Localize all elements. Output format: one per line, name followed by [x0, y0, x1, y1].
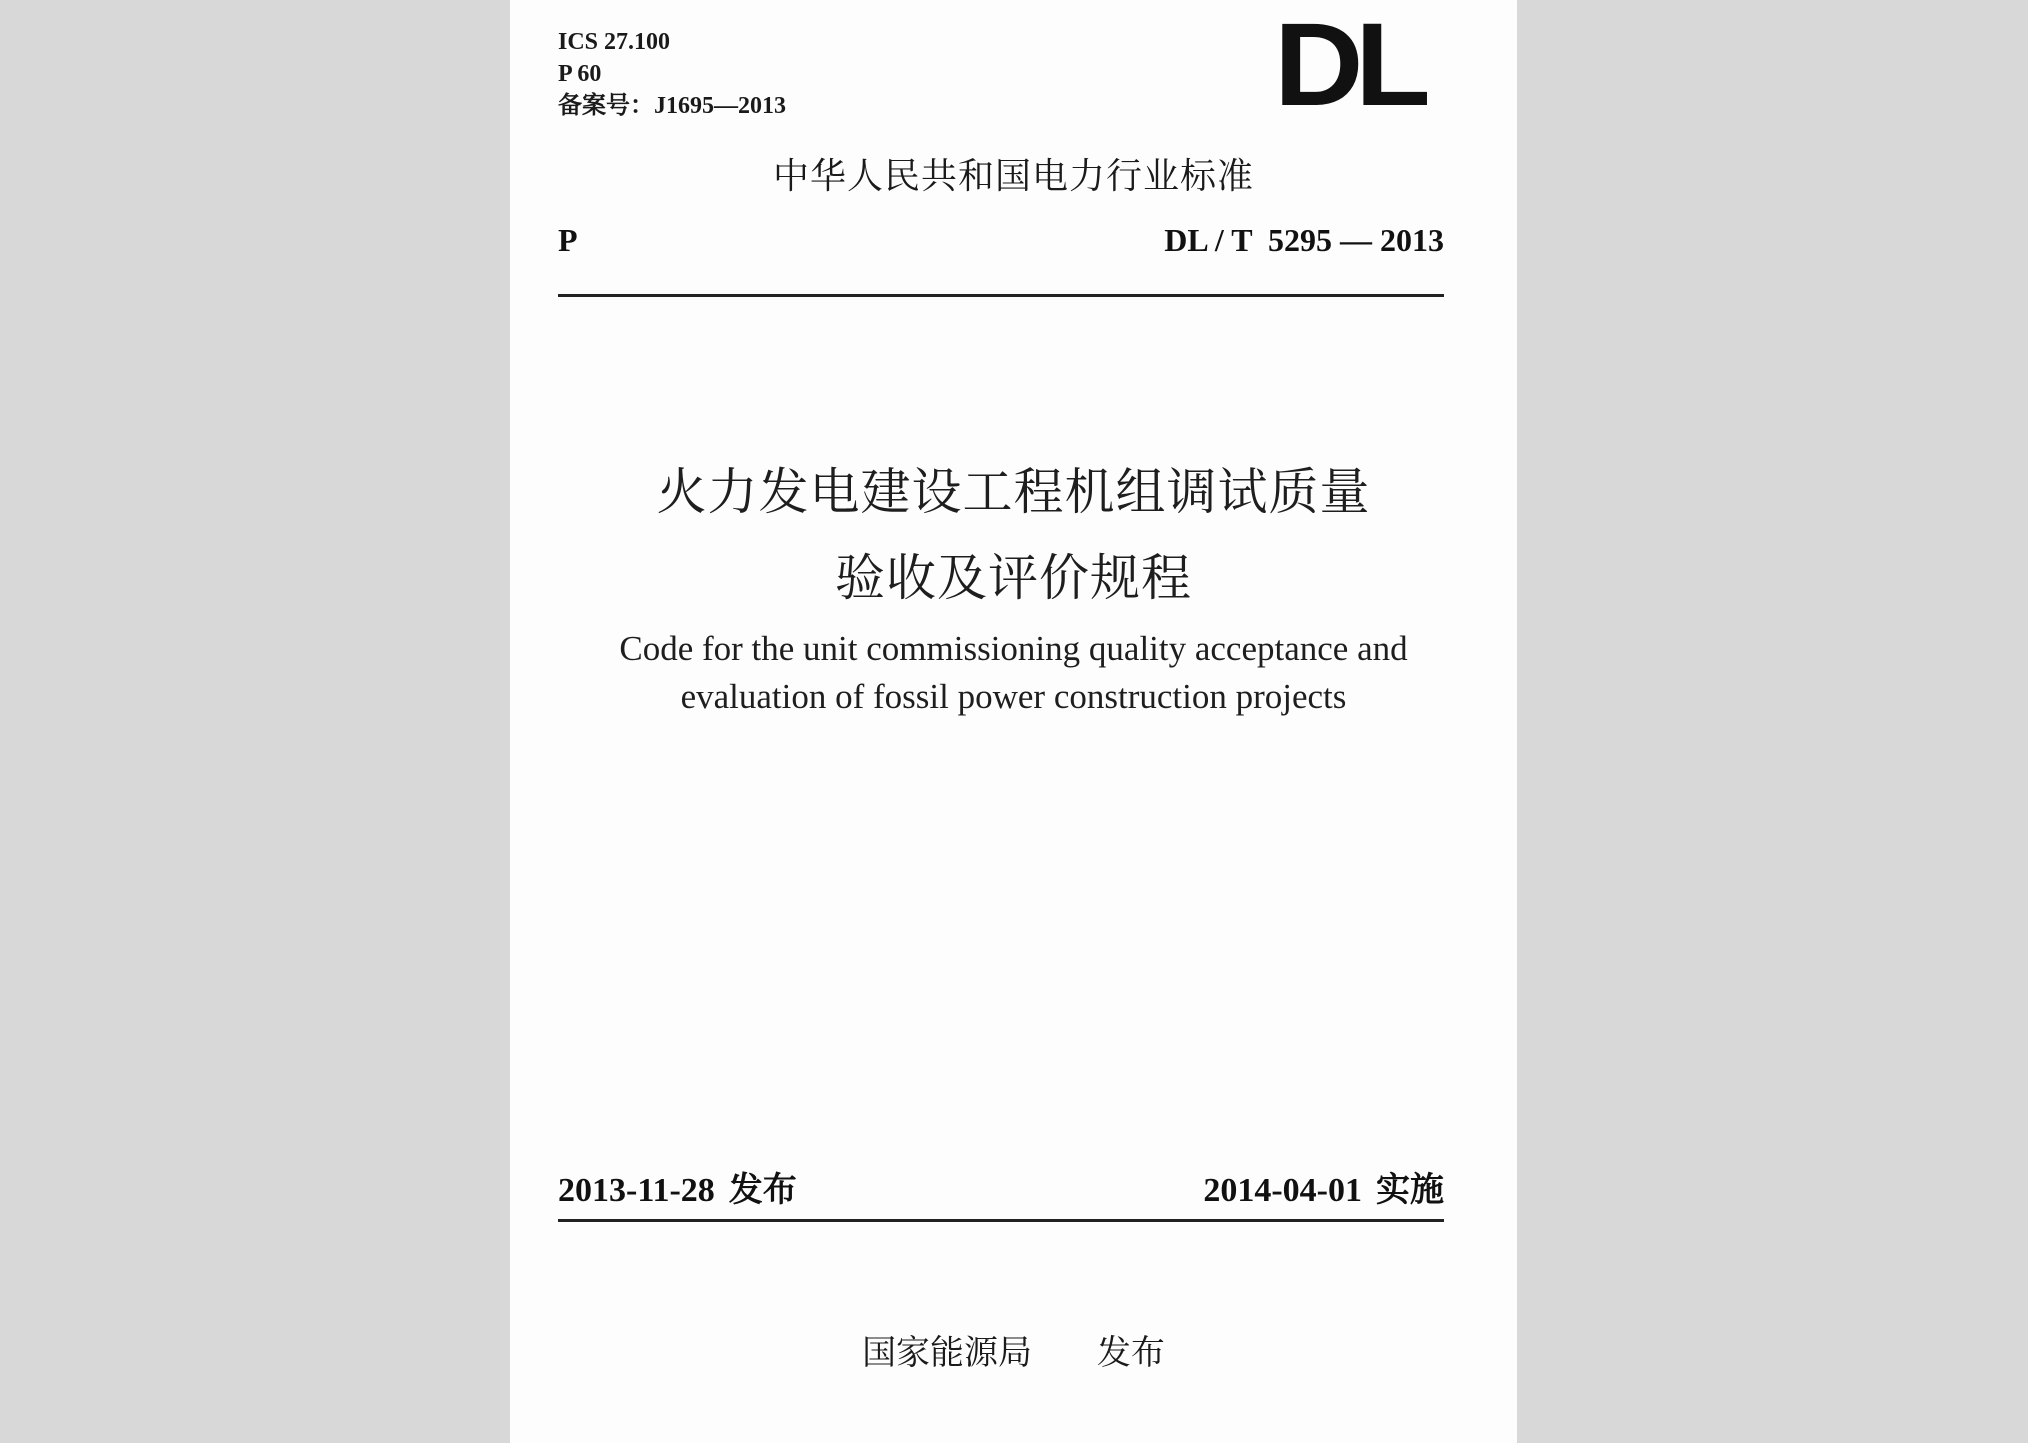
ics-code: ICS 27.100 [558, 29, 671, 55]
title-chinese-line-1: 火力发电建设工程机组调试质量 [656, 463, 1371, 521]
publication-date [558, 1162, 797, 1211]
issuer-action: 发布 [1096, 1333, 1165, 1373]
effective-date [1203, 1162, 1444, 1211]
classification-code: P 60 [558, 61, 602, 87]
class-letter: P [558, 222, 578, 258]
publication-date-value: 2013-11-28 [558, 1172, 715, 1209]
document-page [510, 0, 1517, 1443]
industry-standard-title: 中华人民共和国电力行业标准 [772, 156, 1254, 197]
issuer-name: 国家能源局 [862, 1333, 1033, 1373]
title-english-line-2: evaluation of fossil power construction projects [680, 677, 1347, 716]
effective-date-value: 2014-04-01 [1203, 1172, 1362, 1209]
header-metadata [558, 26, 786, 122]
top-divider [558, 294, 1444, 297]
filing-number: 备案号：J1695—2013 [558, 93, 786, 119]
title-chinese-line-2: 验收及评价规程 [835, 549, 1192, 607]
issuer [510, 1325, 1517, 1374]
title-english-line-1: Code for the unit commissioning quality acceptance and [619, 629, 1408, 668]
bottom-divider [558, 1219, 1444, 1222]
dl-logo: DL [1274, 0, 1423, 131]
publication-date-label: 发布 [728, 1170, 797, 1210]
effective-date-label: 实施 [1376, 1170, 1444, 1210]
standard-number: DL / T 5295 — 2013 [1164, 222, 1444, 258]
